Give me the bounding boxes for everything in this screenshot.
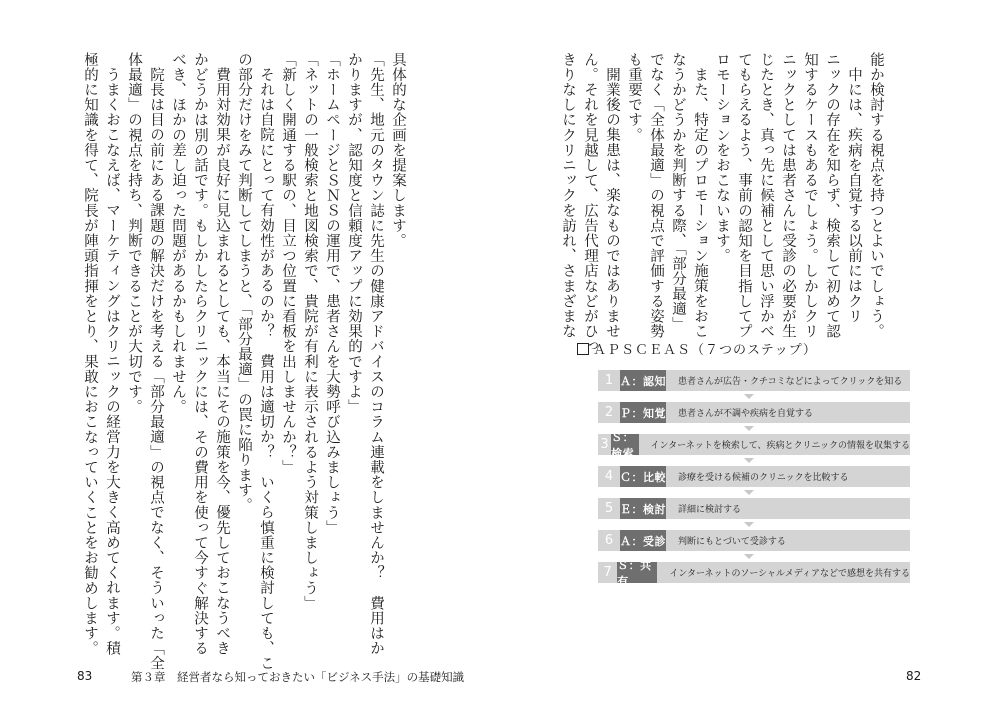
section-title-text: ＡＰＳＣＥＡＳ（７つのステップ） [593, 343, 817, 358]
page-number-right: 82 [906, 669, 922, 683]
step-row [598, 402, 910, 423]
step-row [598, 530, 910, 551]
step-number: 2 [604, 405, 614, 420]
body-line: また、特定のプロモーション施策をおこ [692, 66, 708, 339]
body-line: きりなしにクリニックを訪れ、さまざまな [560, 52, 576, 339]
body-line: それは自院にとって有効性があるのか？ 費用は適切か？ いくら慎重に検討しても、こ [258, 66, 274, 671]
square-bullet-icon [577, 343, 589, 355]
body-line: べき、ほかの差し迫った問題があるかもしれません。 [170, 52, 186, 415]
step-label: Ｐ：知覚 [620, 402, 666, 423]
section-title [577, 339, 817, 358]
step-label: Ｃ：比較 [620, 466, 666, 487]
step-description: 診療を受ける候補のクリニックを比較する [678, 473, 849, 483]
body-line: かどうかは別の話です。もしかしたらクリニックには、その費用を使って今すぐ解決する [192, 52, 208, 656]
body-line: うまくおこなえば、マーケティングはクリニックの経営力を大きく高めてくれます。積 [104, 66, 120, 656]
step-number: 1 [604, 373, 614, 388]
down-arrow-icon [744, 522, 754, 527]
step-description: 詳細に検討する [678, 505, 742, 515]
body-line: なうかどうかを判断する際、「部分最適」 [670, 52, 686, 332]
body-line: 「ネットの一般検索と地図検索で、貴院が有利に表示されるよう対策しましょう」 [302, 52, 318, 611]
step-row [598, 558, 910, 588]
body-line: 費用対効果が良好に見込まれるとしても、本当にその施策を今、優先しておこなうべき [214, 66, 230, 656]
step-number: 3 [600, 437, 609, 452]
down-arrow-icon [744, 458, 754, 463]
step-label: Ａ：認知 [620, 370, 666, 391]
body-line: ニックとしては患者さんに受診の必要が生 [780, 52, 796, 339]
body-line: 「ホームページとＳＮＳの運用で、患者さんを大勢呼び込みましょう」 [324, 52, 340, 536]
step-label: Ｅ：検討 [620, 498, 666, 519]
body-line: 極的に知識を得て、院長が陣頭指揮をとり、果敢におこなっていくことをお勧めします。 [82, 52, 98, 656]
body-line: 開業後の集患は、楽なものではありませ [604, 66, 620, 339]
step-number: 6 [604, 533, 614, 548]
body-line: かりますが、認知度と信頼度アップに効果的ですよ」 [346, 52, 362, 415]
body-line: 「新しく開通する駅の、目立つ位置に看板を出しませんか？」 [280, 52, 296, 475]
down-arrow-icon [744, 554, 754, 559]
body-line: 「先生、地元のタウン誌に先生の健康アドバイスのコラム連載をしませんか？ 費用はか [368, 52, 384, 656]
body-line: 知するケースもあるでしょう。しかしクリ [802, 52, 818, 339]
step-description: 患者さんが広告・クチコミなどによってクリックを知る [678, 377, 903, 387]
step-row [598, 370, 910, 391]
step-row [598, 498, 910, 519]
down-arrow-icon [744, 426, 754, 431]
body-line: ニックの存在を知らず、検索して初めて認 [824, 52, 840, 339]
page-number-left: 83 [77, 669, 93, 683]
body-line: の部分だけをみて判断してしまうと、「部分最適」の罠に陥ります。 [236, 52, 252, 513]
step-label: Ａ：受診 [620, 530, 666, 551]
step-label: Ｓ：検索 [611, 434, 638, 455]
step-row [598, 466, 910, 487]
body-line: じたとき、真っ先に候補として思い浮かべ [758, 52, 774, 339]
down-arrow-icon [744, 490, 754, 495]
step-number: 4 [604, 469, 614, 484]
step-label: Ｓ：共有 [617, 562, 657, 583]
running-head: 第３章 経営者なら知っておきたい「ビジネス手法」の基礎知識 [131, 670, 465, 684]
body-line: ロモーションをおこないます。 [714, 52, 730, 264]
step-description: 判断にもとづいて受診する [678, 537, 786, 547]
body-line: 中には、疾病を自覚する以前にはクリ [846, 66, 862, 324]
body-line: 具体的な企画を提案します。 [390, 52, 406, 249]
body-line: 体最適」の視点を持ち、判断できることが大切です。 [126, 52, 142, 415]
step-description: インターネットのソーシャルメディアなどで感想を共有する [669, 569, 910, 579]
body-line: ん。それを見越して、広告代理店などがひっ [582, 52, 598, 354]
body-line: 能か検討する視点を持つとよいでしょう。 [868, 52, 884, 339]
body-line: 院長は目の前にある課題の解決だけを考える「部分最適」の視点でなく、そういった「全 [148, 66, 164, 671]
step-row [598, 430, 910, 460]
step-description: インターネットを検索して、疾病とクリニックの情報を収集する [650, 441, 910, 451]
left-page-body [79, 52, 409, 671]
body-line: てもらえるよう、事前の認知を目指してプ [736, 52, 752, 339]
step-description: 患者さんが不調や疾病を自覚する [678, 409, 814, 419]
down-arrow-icon [744, 394, 754, 399]
body-line: でなく「全体最適」の視点で評価する姿勢 [648, 52, 664, 339]
step-number: 5 [604, 501, 614, 516]
body-line: も重要です。 [626, 52, 642, 143]
step-number: 7 [603, 565, 612, 580]
